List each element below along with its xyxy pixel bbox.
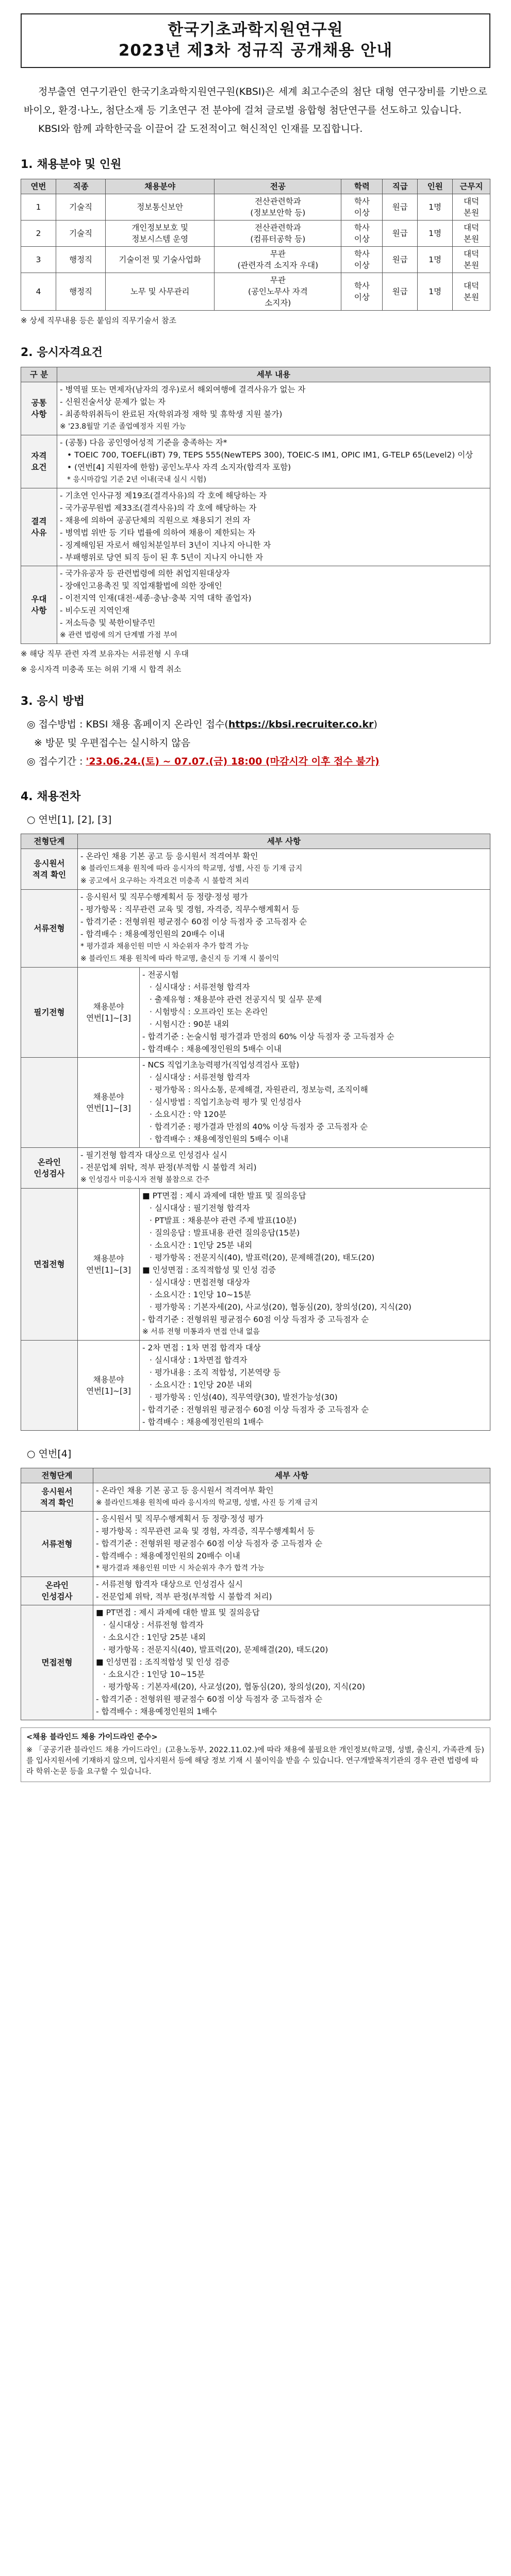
cell-type: 기술직 — [56, 194, 106, 221]
list-item: ■ PT면접 : 제시 과제에 대한 발표 및 질의응답 — [142, 1191, 306, 1200]
table-row — [21, 1341, 490, 1431]
cell-detail — [93, 1577, 490, 1605]
list-item: · 소요시간 : 1인당 10~15분 — [103, 1670, 205, 1679]
list-item: ※ 블라인드채용 원칙에 따라 응시자의 학교명, 성별, 사진 등 기재 금지 — [96, 1499, 318, 1507]
table-row — [21, 273, 490, 311]
cell-field: 개인정보보호 및 정보시스템 운영 — [106, 221, 215, 247]
cell-stage: 서류전형 — [21, 1512, 93, 1577]
cell-no: 1 — [21, 194, 56, 221]
cell-type: 행정직 — [56, 273, 106, 311]
notice-title: 2023년 제3차 정규직 공개채용 안내 — [118, 41, 393, 60]
list-item: - (공통) 다음 공인영어성적 기준을 충족하는 자* — [60, 438, 227, 447]
list-item: - 온라인 채용 기본 공고 등 응시원서 적격여부 확인 — [80, 852, 258, 861]
list-item: · 평가항목 : 전문지식(40), 발표력(20), 문제해결(20), 태도(20) — [103, 1645, 328, 1654]
cell-place: 대덕 본원 — [453, 221, 490, 247]
cell-subcategory: 채용분야 연번[1]~[3] — [78, 1189, 140, 1341]
cell-count: 1명 — [418, 194, 453, 221]
list-item: - 합격배수 : 채용예정인원의 1배수 — [142, 1417, 264, 1427]
cell-field: 기술이전 및 기술사업화 — [106, 247, 215, 273]
cell-detail-list — [80, 891, 487, 964]
section-2-note-1: ※ 해당 직무 관련 자격 보유자는 서류전형 시 우대 — [21, 649, 189, 658]
cell-subcategory: 채용분야 연번[1]~[3] — [78, 1341, 140, 1431]
list-item: · 평가항목 : 의사소통, 문제해결, 자원관리, 정보능력, 조직이해 — [150, 1085, 368, 1094]
cell-major: 무관 (관련자격 소지자 우대) — [215, 247, 341, 273]
cell-detail — [93, 1483, 490, 1512]
list-item: · 소요시간 : 약 120분 — [150, 1110, 227, 1119]
list-item: · 실시대상 : 면접전형 대상자 — [150, 1278, 250, 1287]
cell-detail — [140, 1189, 490, 1341]
list-item: · 소요시간 : 1인당 10~15분 — [150, 1290, 251, 1299]
list-item: - 필기전형 합격자 대상으로 인성검사 실시 — [80, 1150, 227, 1160]
list-item: - 온라인 채용 기본 공고 등 응시원서 적격여부 확인 — [96, 1486, 274, 1495]
cell-count: 1명 — [418, 221, 453, 247]
cell-stage: 온라인 인성검사 — [21, 1577, 93, 1605]
list-item: - 응시원서 및 직무수행계획서 등 정량·정성 평가 — [80, 892, 248, 902]
cell-detail-list — [60, 437, 487, 485]
cell-category: 결격 사유 — [21, 488, 57, 566]
cell-detail-list — [60, 490, 487, 563]
list-item: - 합격기준 : 전형위원 평균점수 60점 이상 득점자 중 고득점자 순 — [80, 917, 307, 926]
cell-stage: 서류전형 — [21, 890, 78, 968]
cell-major: 무관 (공인노무사 자격 소지자) — [215, 273, 341, 311]
table-row — [21, 968, 490, 1058]
cell-edu: 학사 이상 — [341, 273, 383, 311]
cell-stage: 필기전형 — [21, 968, 78, 1058]
blind-hiring-text: ※ 「공공기관 블라인드 채용 가이드라인」(고용노동부, 2022.11.02.)에 따라 채용에 불필요한 개인정보(학교명, 성별, 출신지, 가족관계 등)를 입사지원서에 기재하지 않으며, 입사지원서 등에 해당 정보 기재 시 불이익을 받을 수 있습니다. 연구개발목적기관의 경우 관련 법령에 따라 학위·논문 등을 요구할 수 있습니다. — [26, 1746, 485, 1776]
cell-grade: 원급 — [383, 273, 418, 311]
list-item: · 시험시간 : 90분 내외 — [150, 1020, 229, 1029]
list-item: - 합격기준 : 논술시험 평가결과 만점의 60% 이상 득점자 중 고득점자 순 — [142, 1032, 394, 1041]
section-1-heading: 1. 채용분야 및 인원 — [21, 158, 122, 171]
cell-detail — [57, 488, 490, 566]
cell-type: 행정직 — [56, 247, 106, 273]
cell-category: 자격 요건 — [21, 435, 57, 488]
cell-major: 전산관련학과 (컴퓨터공학 등) — [215, 221, 341, 247]
list-item: - 부패행위로 당연 퇴직 등이 된 후 5년이 지나지 아니한 자 — [60, 553, 263, 562]
cell-stage — [21, 1058, 78, 1148]
cell-detail — [78, 849, 490, 890]
list-item: * 평가결과 채용인원 미만 시 차순위자 추가 합격 가능 — [96, 1564, 265, 1572]
list-item: ※ 인성검사 미응시자 전형 불참으로 간주 — [80, 1176, 210, 1184]
cell-detail-list — [142, 1190, 487, 1337]
list-item: - 국가공무원법 제33조(결격사유)의 각 호에 해당하는 자 — [60, 503, 257, 513]
list-item: - 비수도권 지역인재 — [60, 606, 130, 615]
list-item: * 응시마감일 기준 2년 이내(국내 실시 시험) — [67, 476, 206, 484]
list-item: ※ '23.8월말 기준 졸업예정자 지원 가능 — [60, 422, 186, 431]
method-line: ◎ 접수방법 : KBSI 채용 홈페이지 온라인 접수(https://kbsi.recruiter.co.kr) — [27, 719, 377, 730]
cell-grade: 원급 — [383, 247, 418, 273]
list-item: - 합격배수 : 채용예정인원의 20배수 이내 — [80, 929, 225, 939]
section-3-heading: 3. 응시 방법 — [21, 695, 85, 708]
list-item: • (연번[4] 지원자에 한함) 공인노무사 자격 소지자(합격자 포함) — [67, 463, 291, 472]
cell-grade: 원급 — [383, 221, 418, 247]
cell-detail — [57, 566, 490, 644]
intro-paragraph-1: 정부출연 연구기관인 한국기초과학지원연구원(KBSI)은 세계 최고수준의 첨단 대형 연구장비를 기반으로 바이오, 환경·나노, 첨단소재 등 기초연구 전 분야에 걸쳐 글로벌 융합형 첨단연구를 선도하고 있습니다. — [24, 86, 487, 116]
list-item: · 실시대상 : 서류전형 합격자 — [150, 1073, 250, 1082]
list-item: - 평가항목 : 직무관련 교육 및 경험, 자격증, 직무수행계획서 등 — [80, 905, 300, 914]
cell-stage — [21, 1341, 78, 1431]
cell-type: 기술직 — [56, 221, 106, 247]
cell-category: 공통 사항 — [21, 382, 57, 435]
table-row — [21, 890, 490, 968]
list-item: ■ PT면접 : 제시 과제에 대한 발표 및 질의응답 — [96, 1608, 260, 1617]
table-row — [21, 1189, 490, 1341]
process-header-stage: 전형단계 — [21, 834, 78, 849]
cell-place: 대덕 본원 — [453, 194, 490, 221]
cell-detail-list — [96, 1579, 487, 1602]
list-item: - 합격기준 : 전형위원 평균점수 60점 이상 득점자 중 고득점자 순 — [142, 1315, 369, 1324]
table-row — [21, 1148, 490, 1189]
list-item: ■ 인성면접 : 조직적합성 및 인성 검증 — [96, 1657, 230, 1667]
list-item: ※ 공고에서 요구하는 자격요건 미충족 시 불합격 처리 — [80, 877, 249, 885]
list-item: ※ 블라인드 채용 원칙에 따라 학교명, 출신지 등 기재 시 불이익 — [80, 955, 279, 963]
field-header-0: 연번 — [21, 179, 56, 194]
list-item: - 합격기준 : 전형위원 평균점수 60점 이상 득점자 중 고득점자 순 — [96, 1694, 323, 1704]
cell-detail-list — [60, 568, 487, 641]
list-item: · 소요시간 : 1인당 25분 내외 — [103, 1633, 206, 1642]
recruitment-field-table — [21, 179, 490, 311]
cell-place: 대덕 본원 — [453, 273, 490, 311]
cell-grade: 원급 — [383, 194, 418, 221]
process2-header-0: 전형단계 — [21, 1468, 93, 1483]
cell-subcategory: 채용분야 연번[1]~[3] — [78, 1058, 140, 1148]
cell-detail — [57, 382, 490, 435]
qual-header-0: 구 분 — [21, 367, 57, 382]
table-row — [21, 1577, 490, 1605]
list-item: * 평가결과 채용인원 미만 시 차순위자 추가 합격 가능 — [80, 942, 249, 951]
cell-category: 우대 사항 — [21, 566, 57, 644]
list-item: · 출제유형 : 채용분야 관련 전공지식 및 실무 문제 — [150, 995, 322, 1004]
list-item: - 최종학위취득이 완료된 자(학위과정 재학 및 휴학생 지원 불가) — [60, 410, 283, 419]
cell-stage: 면접전형 — [21, 1605, 93, 1720]
cell-place: 대덕 본원 — [453, 247, 490, 273]
list-item: · 실시대상 : 필기전형 합격자 — [150, 1204, 250, 1213]
cell-detail — [140, 1058, 490, 1148]
cell-no: 4 — [21, 273, 56, 311]
list-item: - 신원진술서상 문제가 없는 자 — [60, 397, 166, 406]
list-item: - 국가유공자 등 관련법령에 의한 취업지원대상자 — [60, 569, 230, 578]
list-item: - NCS 직업기초능력평가(직업성격검사 포함) — [142, 1060, 300, 1070]
section-2-note-2: ※ 응시자격 미충족 또는 허위 기재 시 합격 취소 — [21, 665, 182, 674]
table-row — [21, 435, 490, 488]
list-item: - 장애인고용촉진 및 직업재활법에 의한 장애인 — [60, 581, 222, 590]
cell-detail-list — [96, 1485, 487, 1509]
list-item: · 평가항목 : 기본자세(20), 사교성(20), 협동심(20), 창의성(20), 지식(20) — [150, 1302, 411, 1312]
cell-field: 노무 및 사무관리 — [106, 273, 215, 311]
process-sub-1: ○ 연번[1], [2], [3] — [27, 814, 112, 825]
section-2-heading: 2. 응시자격요건 — [21, 346, 103, 359]
list-item: - 2차 면접 : 1차 면접 합격자 대상 — [142, 1343, 261, 1352]
list-item: ■ 인성면접 : 조직적합성 및 인성 검증 — [142, 1265, 276, 1275]
cell-stage: 응시원서 적격 확인 — [21, 1483, 93, 1512]
list-item: - 전공시험 — [142, 970, 179, 979]
list-item: - 합격배수 : 채용예정인원의 1배수 — [96, 1707, 218, 1716]
table-row — [21, 849, 490, 890]
list-item: · 합격배수 : 채용예정인원의 5배수 이내 — [150, 1134, 289, 1144]
cell-detail — [140, 1341, 490, 1431]
cell-detail-list — [142, 1059, 487, 1145]
period-line: ◎ 접수기간 : '23.06.24.(토) ~ 07.07.(금) 18:00 (마감시각 이후 접수 불가) — [27, 756, 380, 767]
cell-count: 1명 — [418, 273, 453, 311]
cell-detail-list — [96, 1607, 487, 1717]
table-row — [21, 382, 490, 435]
list-item: · 평가항목 : 기본자세(20), 사교성(20), 협동심(20), 창의성(20), 지식(20) — [103, 1682, 365, 1691]
list-item: · 소요시간 : 1인당 25분 내외 — [150, 1241, 253, 1250]
cell-detail — [93, 1605, 490, 1720]
method-note: ※ 방문 및 우편접수는 실시하지 않음 — [34, 737, 191, 749]
cell-stage: 온라인 인성검사 — [21, 1148, 78, 1189]
list-item: - 응시원서 및 직무수행계획서 등 정량·정성 평가 — [96, 1514, 263, 1523]
cell-detail-list — [80, 851, 487, 887]
list-item: · 실시대상 : 서류전형 합격자 — [150, 982, 250, 992]
section-4-heading: 4. 채용전차 — [21, 790, 81, 803]
cell-no: 2 — [21, 221, 56, 247]
blind-hiring-note — [21, 1727, 490, 1782]
table-row — [21, 247, 490, 273]
list-item: · PT발표 : 채용분야 관련 주제 발표(10분) — [150, 1216, 296, 1225]
table-row — [21, 1605, 490, 1720]
cell-edu: 학사 이상 — [341, 194, 383, 221]
list-item: - 합격배수 : 채용예정인원의 5배수 이내 — [142, 1044, 282, 1054]
cell-field: 정보통신보안 — [106, 194, 215, 221]
list-item: · 실시대상 : 1차면접 합격자 — [150, 1355, 248, 1365]
org-title: 한국기초과학지원연구원 — [168, 21, 343, 39]
list-item: · 합격기준 : 평가결과 만점의 40% 이상 득점자 중 고득점자 순 — [150, 1122, 368, 1131]
qualification-table — [21, 367, 490, 644]
list-item: · 평가내용 : 조직 적합성, 기본역량 등 — [150, 1368, 281, 1377]
application-method — [27, 716, 490, 770]
list-item: - 전문업체 위탁, 적부 판정(부적합 시 불합격 처리) — [80, 1163, 257, 1172]
list-item: · 소요시간 : 1인당 20분 내외 — [150, 1380, 253, 1389]
process-table-1 — [21, 834, 490, 1431]
list-item: ※ 블라인드채용 원칙에 따라 응시자의 학교명, 성별, 사진 등 기재 금지 — [80, 865, 303, 873]
intro-paragraph-2: KBSI와 함께 과학한국을 이끌어 갈 도전적이고 혁신적인 인재를 모집합니다. — [38, 123, 363, 134]
process-table-2 — [21, 1468, 490, 1720]
field-header-6: 인원 — [418, 179, 453, 194]
list-item: - 기초연 인사규정 제19조(결격사유)의 각 호에 해당하는 자 — [60, 491, 267, 500]
cell-detail-list — [142, 1342, 487, 1428]
cell-major: 전산관련학과 (정보보안학 등) — [215, 194, 341, 221]
table-row — [21, 566, 490, 644]
list-item: · 시험방식 : 오프라인 또는 온라인 — [150, 1007, 268, 1016]
list-item: - 평가항목 : 직무관련 교육 및 경험, 자격증, 직무수행계획서 등 — [96, 1527, 315, 1536]
cell-detail — [93, 1512, 490, 1577]
table-row — [21, 1058, 490, 1148]
table-row — [21, 1512, 490, 1577]
field-header-2: 채용분야 — [106, 179, 215, 194]
cell-stage: 면접전형 — [21, 1189, 78, 1341]
field-header-5: 직급 — [383, 179, 418, 194]
title-box — [21, 13, 490, 68]
list-item: - 병역법 위반 등 기타 법률에 의하여 채용이 제한되는 자 — [60, 528, 256, 537]
field-header-1: 직종 — [56, 179, 106, 194]
list-item: - 합격기준 : 전형위원 평균점수 60점 이상 득점자 중 고득점자 순 — [142, 1405, 369, 1414]
list-item: - 징계해임된 자로서 해임처분일부터 3년이 지나지 아니한 자 — [60, 540, 271, 550]
list-item: - 서류전형 합격자 대상으로 인성검사 실시 — [96, 1580, 243, 1589]
field-header-7: 근무지 — [453, 179, 490, 194]
cell-detail-list — [142, 969, 487, 1055]
process2-header-1: 세부 사항 — [93, 1468, 490, 1483]
list-item: - 합격배수 : 채용예정인원의 20배수 이내 — [96, 1551, 240, 1561]
cell-detail — [78, 1148, 490, 1189]
list-item: - 채용에 의하여 공공단체의 직원으로 채용되기 전의 자 — [60, 516, 251, 525]
field-header-4: 학력 — [341, 179, 383, 194]
section-1-note: ※ 상세 직무내용 등은 붙임의 직무기술서 참조 — [21, 316, 176, 325]
list-item: · 실시대상 : 서류전형 합격자 — [103, 1620, 204, 1630]
table-row — [21, 194, 490, 221]
list-item: - 합격기준 : 전형위원 평균점수 60점 이상 득점자 중 고득점자 순 — [96, 1539, 323, 1548]
list-item: - 전문업체 위탁, 적부 판정(부적합 시 불합격 처리) — [96, 1592, 272, 1601]
cell-detail-list — [60, 384, 487, 432]
table-row — [21, 488, 490, 566]
list-item: · 실시방법 : 직업기초능력 평가 및 인성검사 — [150, 1097, 302, 1107]
table-row — [21, 221, 490, 247]
list-item: · 평가항목 : 전문지식(40), 발표력(20), 문제해결(20), 태도(20) — [150, 1253, 375, 1262]
list-item: ※ 관련 법령에 의거 단계별 가점 부여 — [60, 631, 177, 639]
process-header-detail: 세부 사항 — [78, 834, 490, 849]
process-sub-2: ○ 연번[4] — [27, 1448, 72, 1460]
cell-detail — [57, 435, 490, 488]
cell-detail — [140, 968, 490, 1058]
blind-hiring-title: <채용 블라인드 채용 가이드라인 준수> — [26, 1733, 158, 1741]
intro — [24, 82, 487, 138]
cell-count: 1명 — [418, 247, 453, 273]
application-period: '23.06.24.(토) ~ 07.07.(금) 18:00 (마감시각 이후 접수 불가) — [86, 756, 380, 767]
cell-edu: 학사 이상 — [341, 247, 383, 273]
list-item: - 저소득층 및 북한이탈주민 — [60, 618, 156, 628]
cell-detail-list — [80, 1149, 487, 1185]
list-item: - 이전지역 인재(대전·세종·충남·충북 지역 대학 졸업자) — [60, 594, 252, 603]
cell-subcategory: 채용분야 연번[1]~[3] — [78, 968, 140, 1058]
table-row — [21, 1483, 490, 1512]
list-item: · 평가항목 : 인성(40), 직무역량(30), 발전가능성(30) — [150, 1393, 338, 1402]
list-item: ※ 서류 전형 미통과자 면접 안내 없음 — [142, 1328, 260, 1336]
cell-detail-list — [96, 1513, 487, 1574]
cell-stage: 응시원서 적격 확인 — [21, 849, 78, 890]
list-item: • TOEIC 700, TOEFL(iBT) 79, TEPS 555(NewTEPS 300), TOEIC-S IM1, OPIC IM1, G-TELP 65(Level2) 이상 — [67, 450, 473, 460]
recruit-site-link[interactable]: https://kbsi.recruiter.co.kr — [228, 719, 374, 730]
cell-detail — [78, 890, 490, 968]
field-header-3: 전공 — [215, 179, 341, 194]
cell-no: 3 — [21, 247, 56, 273]
qual-header-1: 세부 내용 — [57, 367, 490, 382]
list-item: · 질의응답 : 발표내용 관련 질의응답(15분) — [150, 1228, 300, 1238]
list-item: - 병역필 또는 면제자(남자의 경우)로서 해외여행에 결격사유가 없는 자 — [60, 385, 306, 394]
cell-edu: 학사 이상 — [341, 221, 383, 247]
